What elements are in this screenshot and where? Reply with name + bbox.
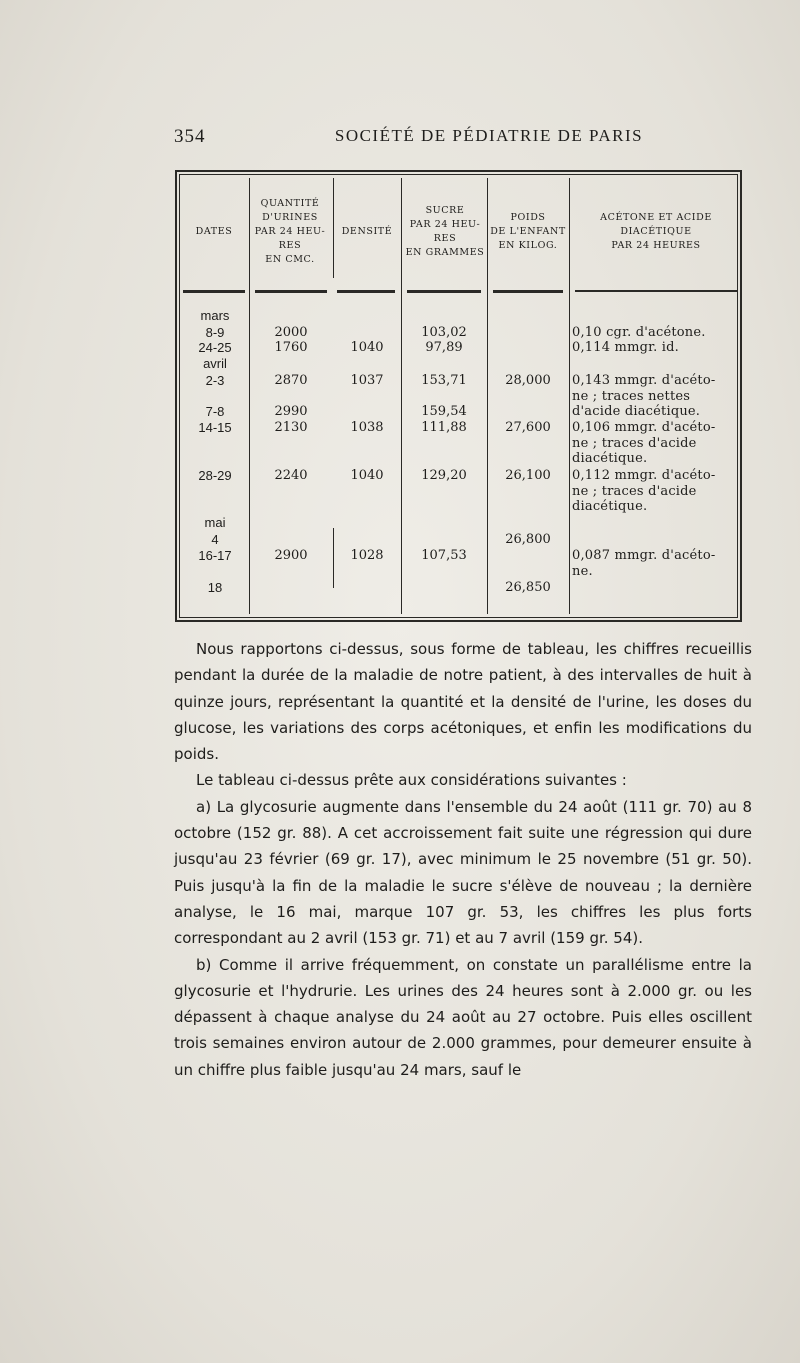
header-line: RES <box>433 233 457 244</box>
density-value: 1038 <box>350 420 384 435</box>
weight-value: 26,800 <box>505 532 551 547</box>
date-label: 24-25 <box>198 340 232 355</box>
header-rule <box>493 290 563 293</box>
urine-value: 2240 <box>274 468 308 483</box>
header-line: ACÉTONE ET ACIDE <box>600 212 712 223</box>
header-rule <box>575 290 737 292</box>
acetone-value <box>572 468 740 515</box>
header-line: RES <box>278 240 302 251</box>
weight-value: 26,100 <box>505 468 551 483</box>
acetone-line: 0,087 mmgr. d'acéto- <box>572 548 716 563</box>
acetone-line: 0,10 cgr. d'acétone. <box>572 325 706 340</box>
sugar-value: 97,89 <box>425 340 463 355</box>
acetone-line: 0,112 mmgr. d'acéto- <box>572 468 716 483</box>
header-line: SUCRE <box>425 205 465 216</box>
date-label-month: mai <box>204 515 226 530</box>
body-text <box>174 636 752 1083</box>
acetone-line: 0,143 mmgr. d'acéto- <box>572 373 716 388</box>
acetone-line: ne ; traces d'acide <box>572 435 697 451</box>
urine-value: 2990 <box>274 404 308 419</box>
acetone-value <box>572 548 740 579</box>
header-line: DENSITÉ <box>341 226 393 237</box>
column-rule <box>487 178 488 614</box>
density-value: 1040 <box>350 468 384 483</box>
acetone-line: d'acide diacétique. <box>572 404 701 420</box>
date-label: 4 <box>211 532 219 547</box>
sugar-value: 107,53 <box>421 548 467 563</box>
header-line: PAR 24 HEU- <box>254 226 326 237</box>
weight-value: 28,000 <box>505 373 551 388</box>
sugar-value: 159,54 <box>421 404 467 419</box>
header-line: QUANTITÉ <box>260 198 320 209</box>
urine-value: 2900 <box>274 548 308 563</box>
column-header-sugar <box>403 182 487 282</box>
date-label: 7-8 <box>205 404 225 419</box>
acetone-line: 0,106 mmgr. d'acéto- <box>572 420 716 435</box>
sugar-value: 129,20 <box>421 468 467 483</box>
header-line: PAR 24 HEURES <box>611 240 701 251</box>
data-table <box>175 170 742 622</box>
density-value: 1037 <box>350 373 384 388</box>
running-head <box>174 126 746 150</box>
column-header-density <box>333 182 401 282</box>
date-label: 2-3 <box>205 373 225 388</box>
date-label-month: avril <box>203 356 227 371</box>
header-line: DATES <box>195 226 233 237</box>
paragraph: a) La glycosurie augmente dans l'ensemble du 24 août (111 gr. 70) au 8 octobre (152 gr. 88). A cet accroissement fait suite une régression qui dure jusqu'au 23 février (69 gr. 17), avec minimum le 25 novembre (51 gr. 50). Puis jusqu'à la fin de la maladie le sucre s'élève de nouveau ; la dernière analyse, le 16 mai, marque 107 gr. 53, les chiffres les plus forts correspondant au 2 avril (153 gr. 71) et au 7 avril (159 gr. 54). <box>174 797 752 948</box>
column-header-acetone <box>571 182 741 282</box>
acetone-line: ne ; traces nettes <box>572 388 691 404</box>
header-line: PAR 24 HEU- <box>409 219 481 230</box>
header-line: D'URINES <box>262 212 318 223</box>
urine-value: 2130 <box>274 420 308 435</box>
header-rule <box>407 290 481 293</box>
urine-value: 2000 <box>274 325 308 340</box>
date-label: 28-29 <box>198 468 232 483</box>
header-line: EN GRAMMES <box>405 247 485 258</box>
column-header-dates <box>179 182 249 282</box>
urine-value: 1760 <box>274 340 308 355</box>
sugar-value: 153,71 <box>421 373 467 388</box>
weight-value: 26,850 <box>505 580 551 595</box>
header-rule <box>337 290 395 293</box>
date-label: 18 <box>207 580 223 595</box>
paragraph: Nous rapportons ci-dessus, sous forme de tableau, les chiffres recueillis pendant la durée de la maladie de notre patient, à des intervalles de huit à quinze jours, représentant la quantité et la densité de l'urine, les doses du glucose, les variations des corps acétoniques, et enfin les modifications du poids. <box>174 640 752 764</box>
column-header-weight <box>487 182 569 282</box>
journal-title: SOCIÉTÉ DE PÉDIATRIE DE PARIS <box>334 126 644 145</box>
acetone-line: ne. <box>572 563 593 579</box>
acetone-value <box>572 373 740 420</box>
acetone-line: ne ; traces d'acide <box>572 483 697 499</box>
weight-value: 27,600 <box>505 420 551 435</box>
sugar-value: 111,88 <box>421 420 467 435</box>
column-header-urine <box>249 182 331 282</box>
paragraph: b) Comme il arrive fréquemment, on constate un parallélisme entre la glycosurie et l'hydrurie. Les urines des 24 heures sont à 2.000 gr. ou les dépassent à chaque analyse du 24 août au 27 octobre. Puis elles oscillent trois semaines environ autour de 2.000 grammes, pour demeurer ensuite à un chiffre plus faible jusqu'au 24 mars, sauf le <box>174 955 752 1079</box>
column-rule <box>333 178 334 278</box>
date-label: 14-15 <box>198 420 232 435</box>
acetone-value <box>572 340 740 356</box>
date-label-month: mars <box>200 308 230 323</box>
header-line: DIACÉTIQUE <box>620 226 692 237</box>
acetone-line: diacétique. <box>572 451 648 467</box>
date-label: 8-9 <box>205 325 225 340</box>
date-label: 16-17 <box>198 548 232 563</box>
acetone-value <box>572 325 740 341</box>
urine-value: 2870 <box>274 373 308 388</box>
acetone-line: diacétique. <box>572 499 648 515</box>
header-line: POIDS <box>510 212 546 223</box>
acetone-value <box>572 420 740 467</box>
paragraph: Le tableau ci-dessus prête aux considérations suivantes : <box>196 771 627 790</box>
sugar-value: 103,02 <box>421 325 467 340</box>
header-line: DE L'ENFANT <box>490 226 566 237</box>
header-rule <box>255 290 327 293</box>
density-value: 1028 <box>350 548 384 563</box>
acetone-line: 0,114 mmgr. id. <box>572 340 679 355</box>
column-rule <box>569 178 570 614</box>
header-line: EN KILOG. <box>498 240 558 251</box>
header-rule <box>183 290 245 293</box>
header-line: EN CMC. <box>265 254 315 265</box>
density-value: 1040 <box>350 340 384 355</box>
page-number: 354 <box>174 126 206 147</box>
